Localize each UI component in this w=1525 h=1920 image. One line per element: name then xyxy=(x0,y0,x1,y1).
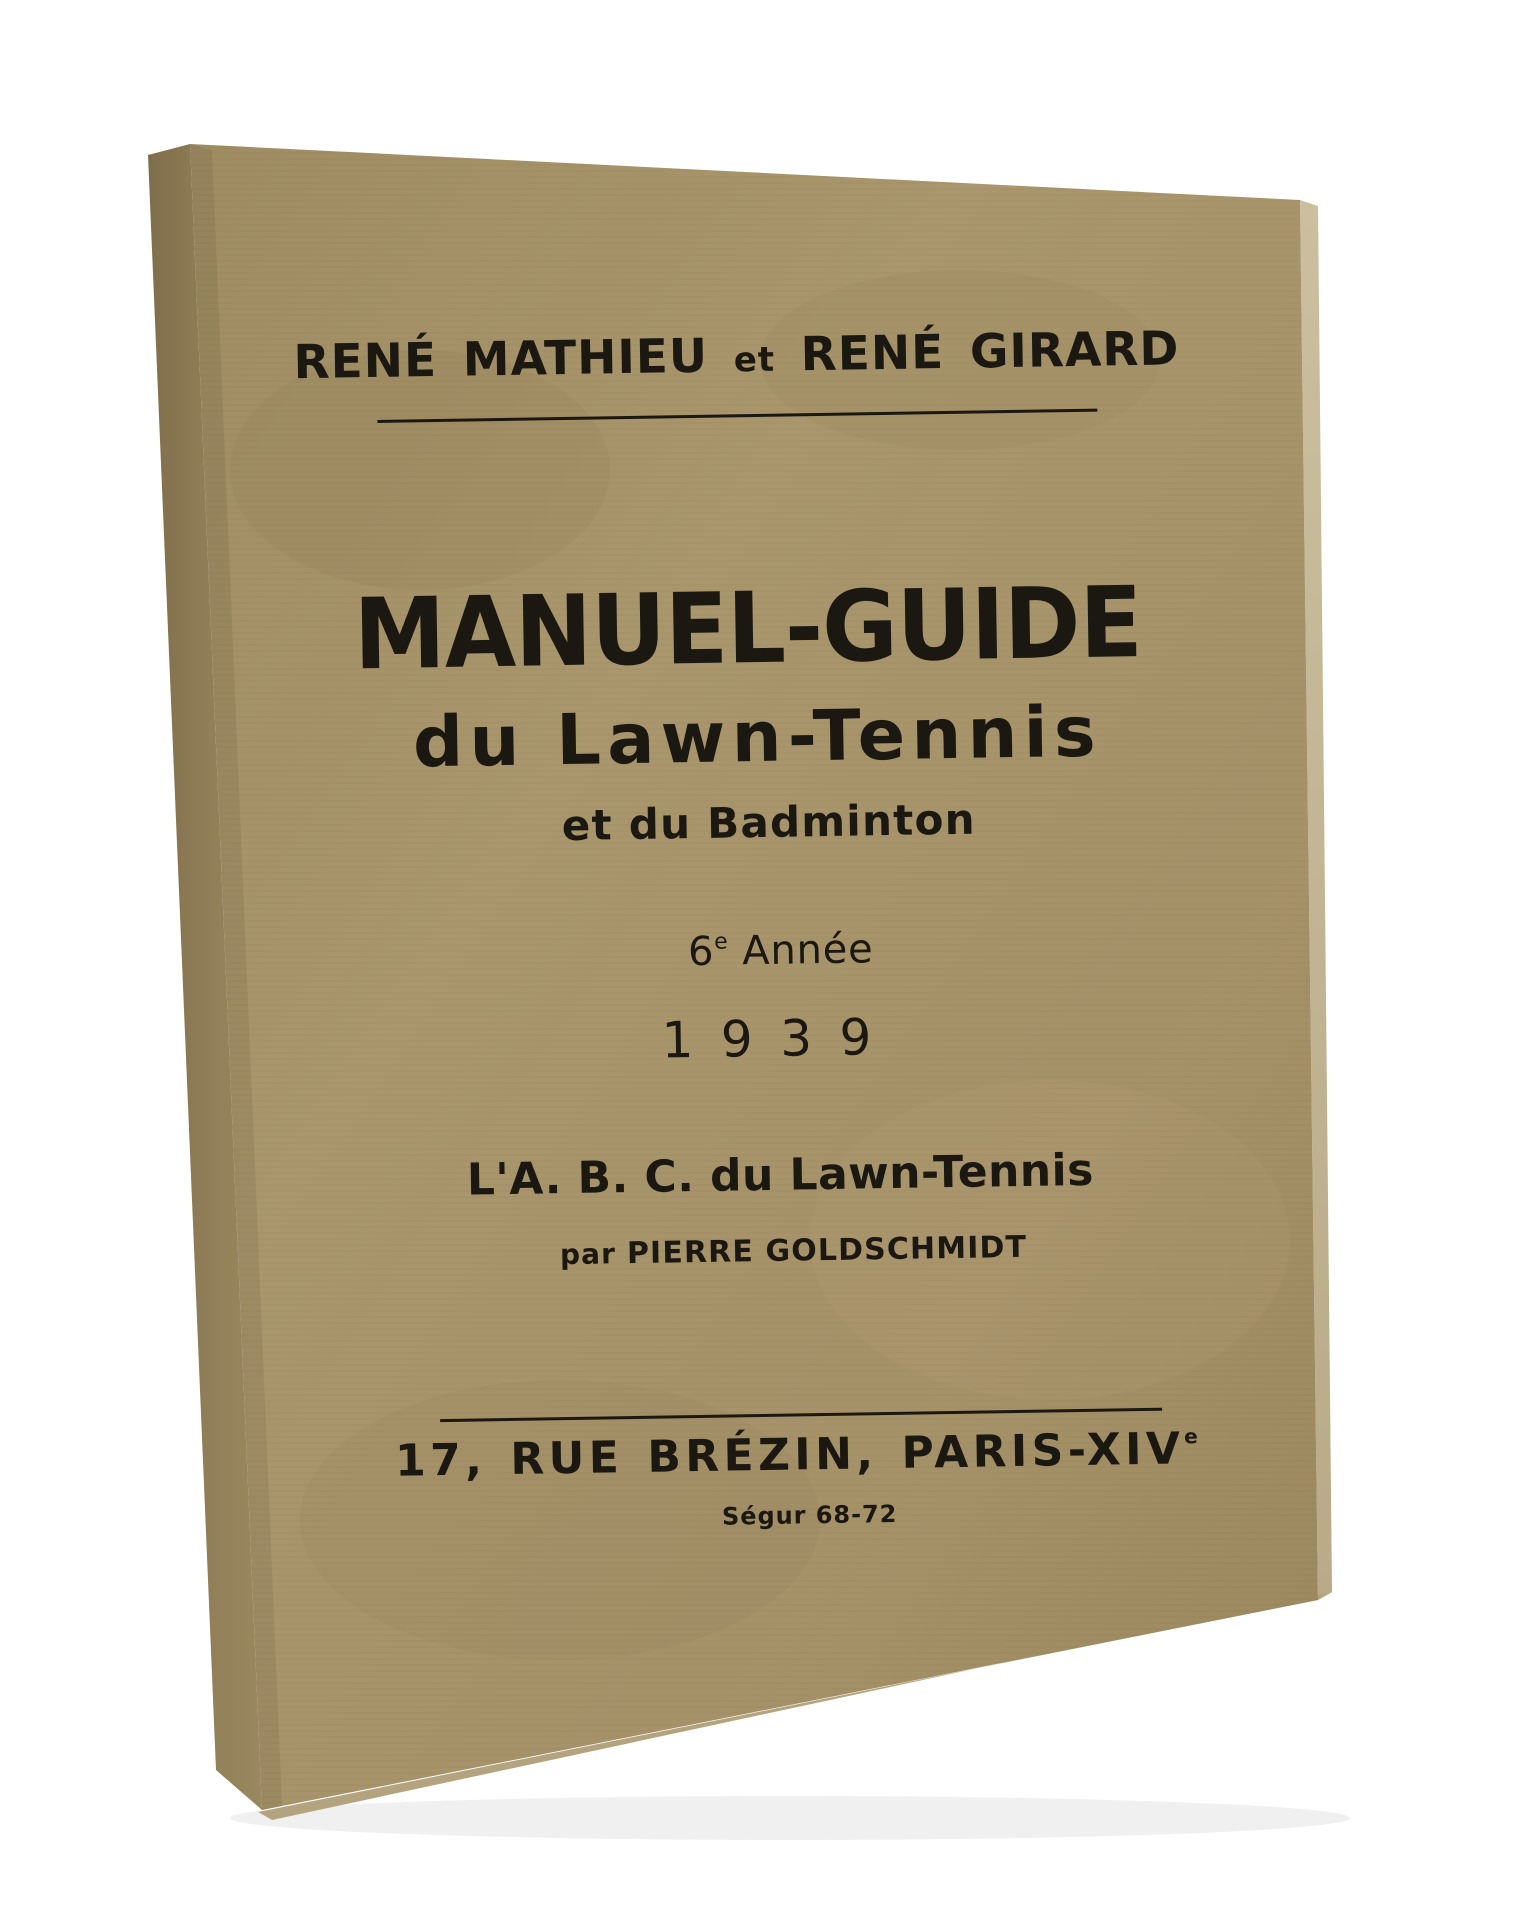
author-girard: RENÉ GIRARD xyxy=(800,321,1180,383)
edition-word: Année xyxy=(741,926,874,975)
authors-line xyxy=(293,321,1180,390)
bottom-rule xyxy=(440,1408,1162,1422)
supplement-by: par xyxy=(559,1237,617,1272)
title-sub: du Lawn-Tennis xyxy=(412,690,1103,784)
edition-number: 6 xyxy=(687,928,715,976)
author-mathieu: RENÉ MATHIEU xyxy=(293,328,709,391)
supplement-byline xyxy=(560,1230,1028,1272)
title-main: MANUEL-GUIDE xyxy=(353,565,1143,693)
address-text: 17, RUE BRÉZIN, PARIS-XIV xyxy=(394,1423,1185,1487)
edition-suffix: e xyxy=(714,929,729,955)
year: 1939 xyxy=(661,1007,900,1070)
top-rule xyxy=(377,409,1097,423)
publisher-address xyxy=(395,1423,1203,1487)
supplement-author: PIERRE GOLDSCHMIDT xyxy=(626,1229,1028,1272)
title-sub2: et du Badminton xyxy=(561,794,977,851)
supplement-title: L'A. B. C. du Lawn-Tennis xyxy=(466,1144,1095,1206)
address-suffix: e xyxy=(1183,1424,1203,1449)
authors-joiner: et xyxy=(733,339,776,381)
edition-line xyxy=(688,926,874,975)
publisher-phone: Ségur 68-72 xyxy=(721,1499,898,1531)
